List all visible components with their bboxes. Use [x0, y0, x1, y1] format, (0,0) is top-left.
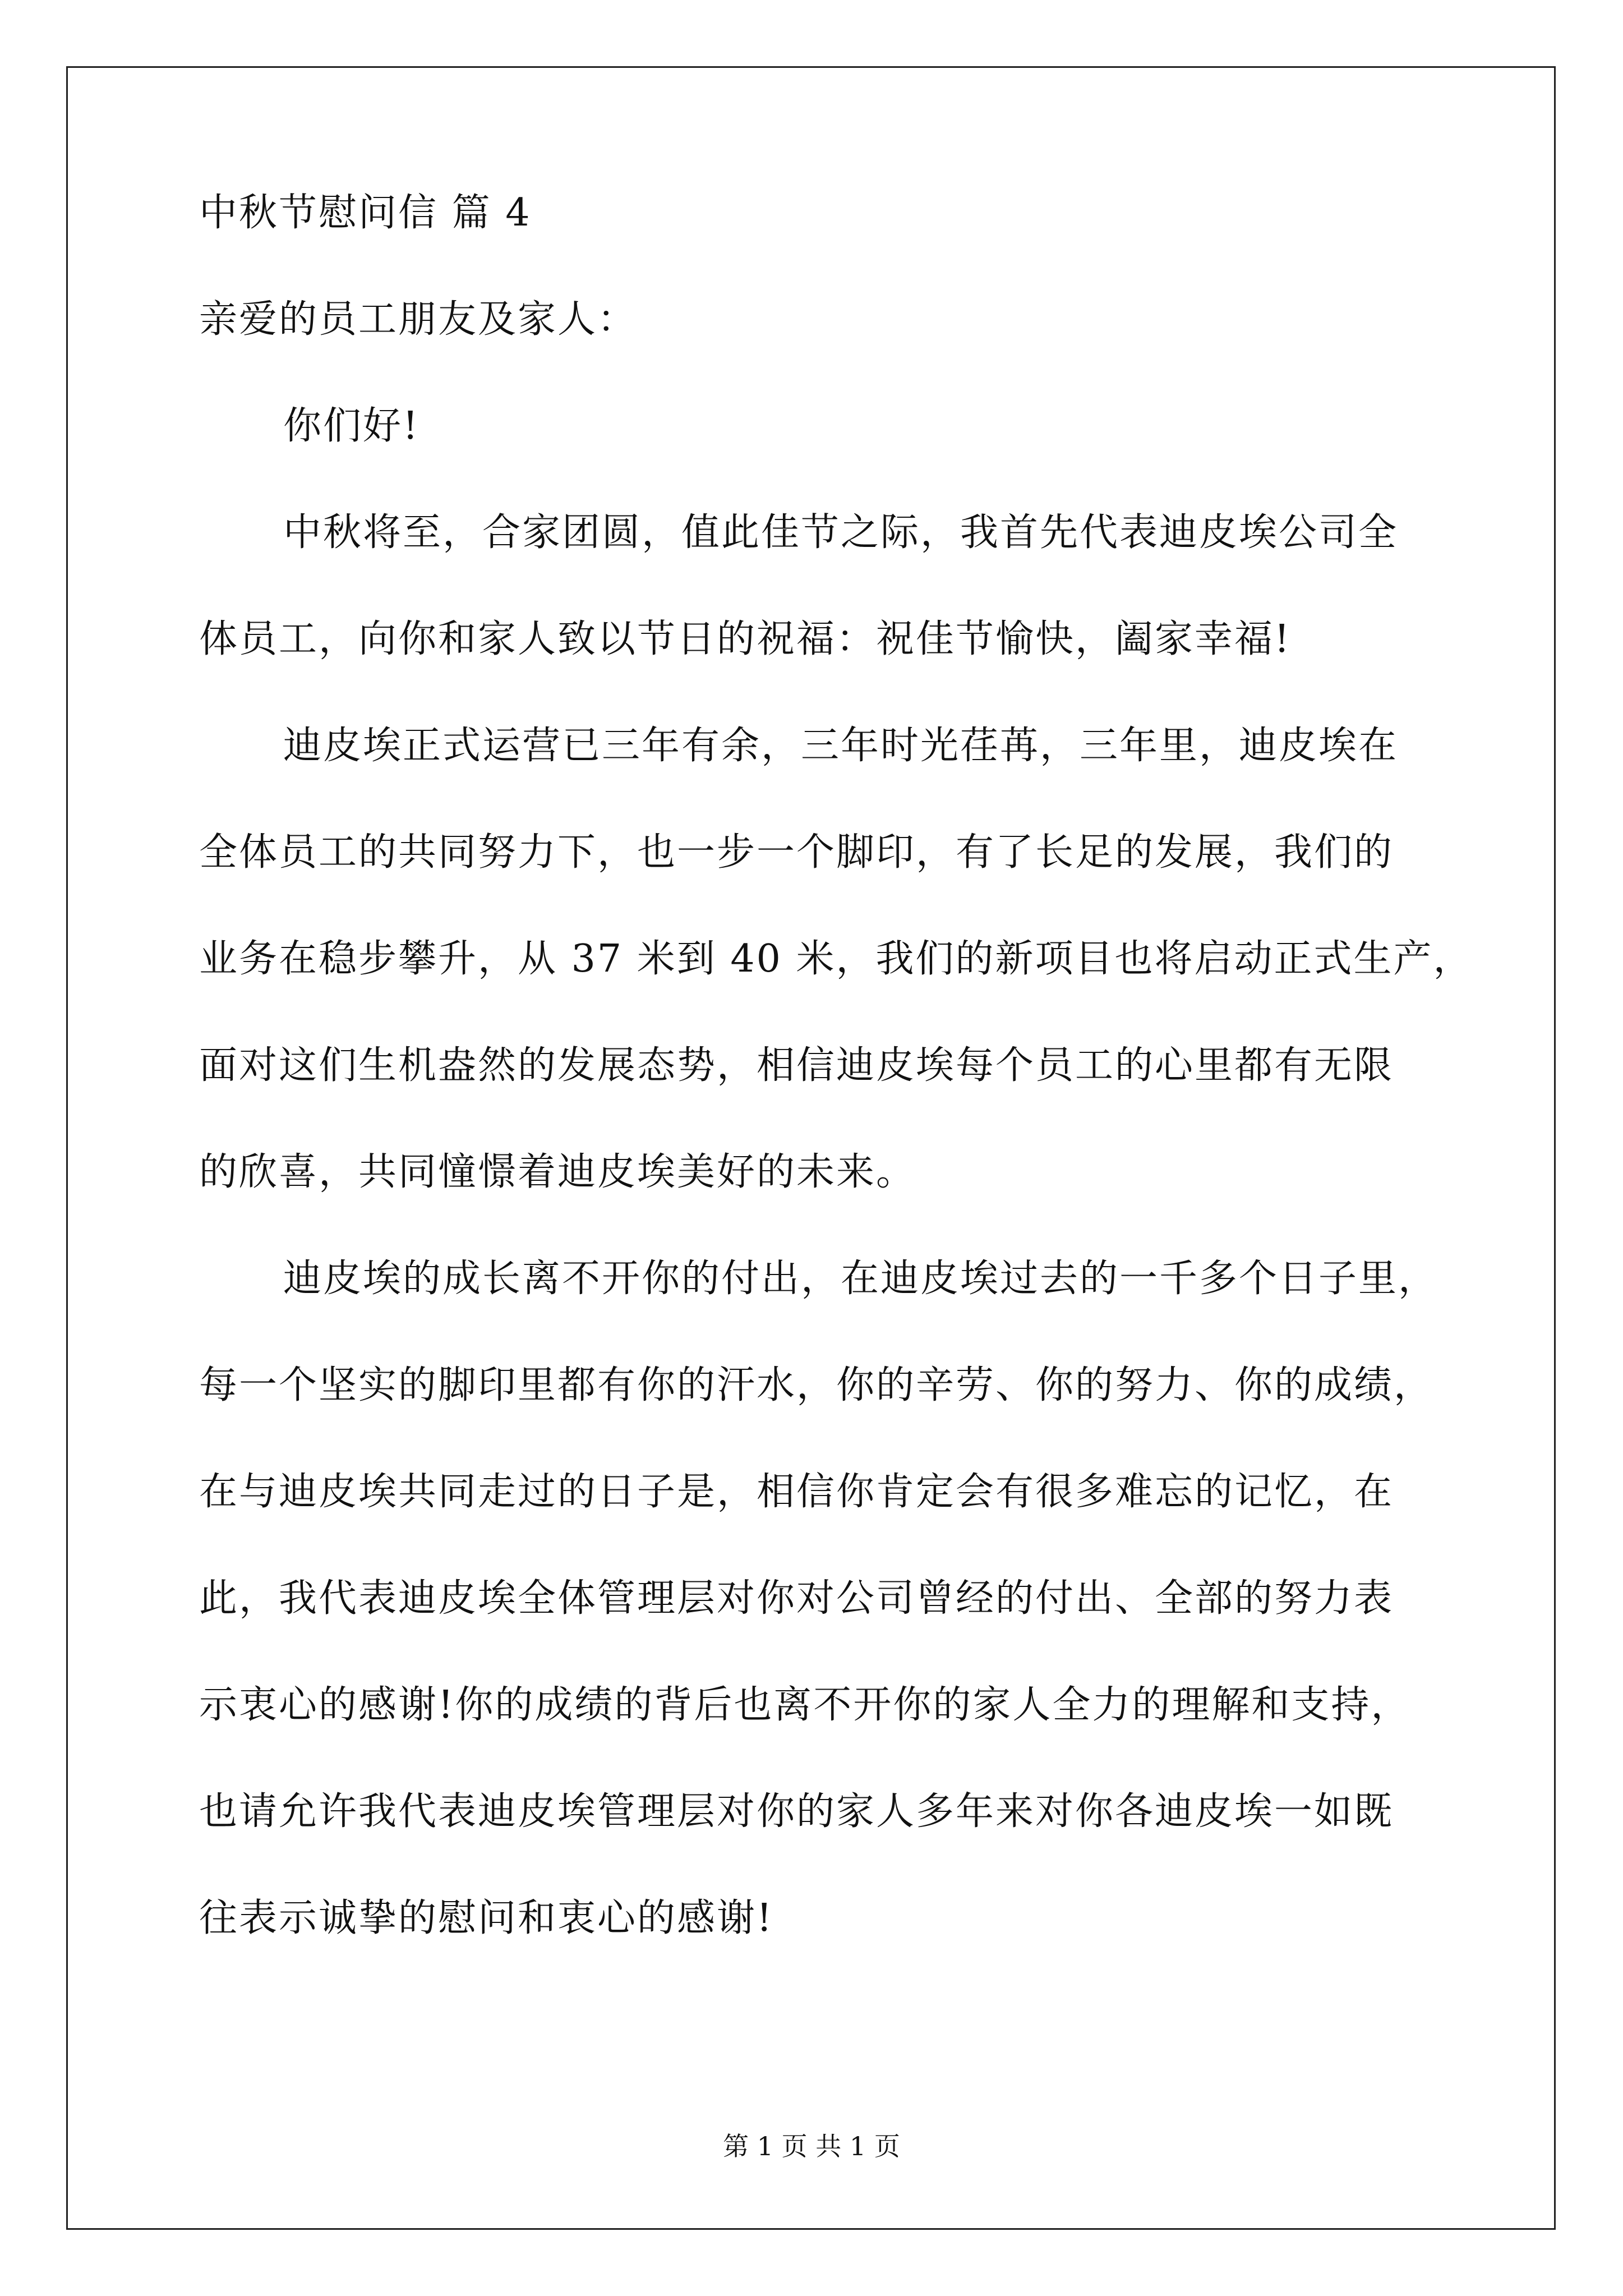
paragraph-2-line-4: 面对这们生机盎然的发展态势，相信迪皮埃每个员工的心里都有无限	[199, 1043, 1394, 1088]
paragraph-3-line-3: 在与迪皮埃共同走过的日子是，相信你肯定会有很多难忘的记忆，在	[199, 1470, 1394, 1514]
paragraph-3-line-1: 迪皮埃的成长离不开你的付出，在迪皮埃过去的一千多个日子里，	[283, 1257, 1438, 1301]
paragraph-3-line-4: 此，我代表迪皮埃全体管理层对你对公司曾经的付出、全部的努力表	[199, 1576, 1394, 1621]
greeting: 你们好!	[283, 404, 420, 448]
salutation: 亲爱的员工朋友及家人：	[199, 297, 638, 342]
page-number: 第 1 页 共 1 页	[723, 2131, 900, 2161]
paragraph-3-line-6: 也请允许我代表迪皮埃管理层对你的家人多年来对你各迪皮埃一如既	[199, 1789, 1394, 1834]
document-title: 中秋节慰问信 篇 4	[199, 191, 532, 235]
paragraph-1-line-2: 体员工，向你和家人致以节日的祝福：祝佳节愉快，阖家幸福!	[199, 617, 1292, 661]
paragraph-2-line-3: 业务在稳步攀升，从 37 米到 40 米，我们的新项目也将启动正式生产，	[199, 937, 1473, 981]
paragraph-2-line-2: 全体员工的共同努力下，也一步一个脚印，有了长足的发展，我们的	[199, 830, 1394, 875]
paragraph-3-line-5: 示衷心的感谢!你的成绩的背后也离不开你的家人全力的理解和支持，	[199, 1683, 1411, 1727]
paragraph-2-line-1: 迪皮埃正式运营已三年有余，三年时光荏苒，三年里，迪皮埃在	[283, 724, 1399, 768]
paragraph-3-line-7: 往表示诚挚的慰问和衷心的感谢!	[199, 1896, 774, 1940]
paragraph-1-line-1: 中秋将至，合家团圆，值此佳节之际，我首先代表迪皮埃公司全	[283, 510, 1399, 555]
paragraph-2-line-5: 的欣喜，共同憧憬着迪皮埃美好的未来。	[199, 1150, 916, 1194]
paragraph-3-line-2: 每一个坚实的脚印里都有你的汗水，你的辛劳、你的努力、你的成绩，	[199, 1363, 1434, 1407]
